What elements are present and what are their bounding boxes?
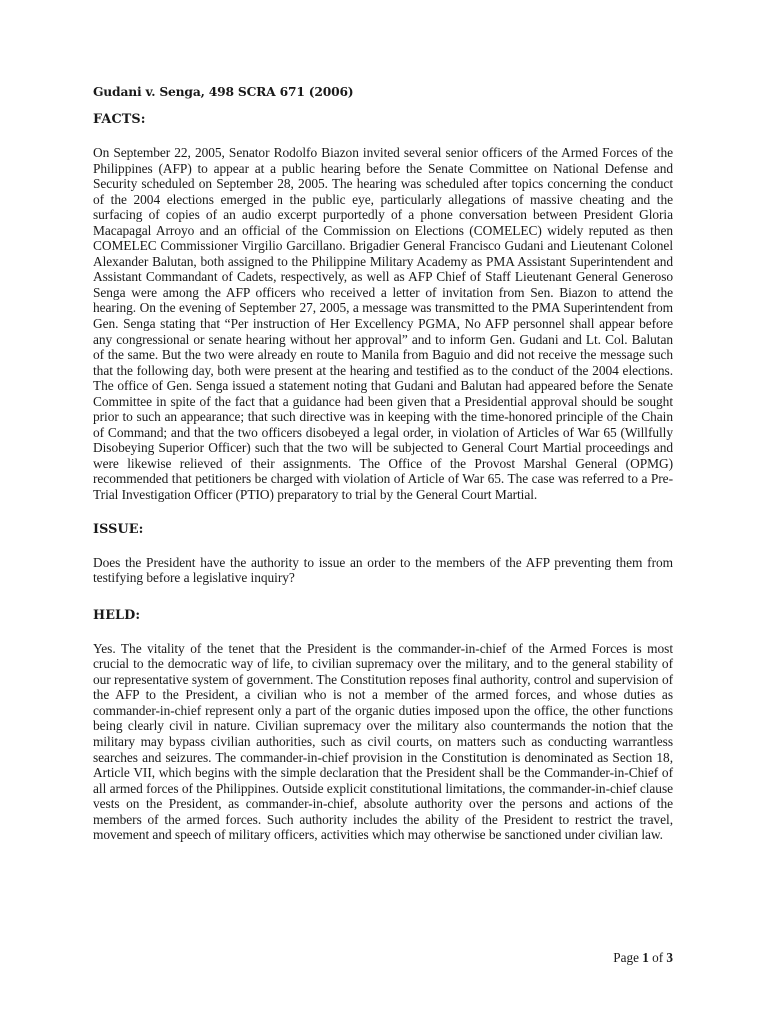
facts-heading: FACTS: [93, 112, 146, 127]
held-paragraph: Yes. The vitality of the tenet that the President is the commander-in-chief of the Armed Forces is most crucial to the democratic way of life, to civilian supremacy over the military, and to the general stability of our representative system of government. The Constitution reposes final authority, control and supervision of the AFP to the President, a civilian who is not a member of the armed forces, and whose duties as commander-in-chief represent only a part of the organic duties imposed upon the office, the other functions being clearly civil in nature. Civilian supremacy over the military also countermands the notion that the military may bypass civilian authorities, such as civil courts, on matters such as conducting warrantless searches and seizures. The commander-in-chief provision in the Constitution is denominated as Section 18, Article VII, which begins with the simple declaration that the President shall be the Commander-in-Chief of all armed forces of the Philippines. Outside explicit constitutional limitations, the commander-in-chief clause vests on the President, as commander-in-chief, absolute authority over the persons and actions of the members of the armed forces. Such authority includes the ability of the President to restrict the travel, movement and speech of military officers, activities which may otherwise be sanctioned under civilian law. [93, 640, 673, 843]
total-pages-number: 3 [666, 950, 673, 965]
current-page-number: 1 [642, 950, 649, 965]
issue-paragraph: Does the President have the authority to issue an order to the members of the AFP preventing them from testifying before a legislative inquiry? [93, 554, 673, 586]
of-word: of [652, 950, 664, 965]
case-title: Gudani v. Senga, 498 SCRA 671 (2006) [93, 84, 354, 99]
issue-heading: ISSUE: [93, 521, 144, 537]
held-heading: HELD: [93, 607, 141, 623]
facts-paragraph: On September 22, 2005, Senator Rodolfo Biazon invited several senior officers of the Armed Forces of the Philippines (AFP) to appear at a public hearing before the Senate Committee on National Defense and Security scheduled on September 28, 2005. The hearing was scheduled after topics concerning the conduct of the 2004 elections emerged in the public eye, particularly allegations of massive cheating and the surfacing of copies of an audio excerpt purportedly of a phone conversation between President Gloria Macapagal Arroyo and an official of the Commission on Elections (COMELEC) widely reputed as then COMELEC Commissioner Virgilio Garcillano. Brigadier General Francisco Gudani and Lieutenant Colonel Alexander Balutan, both assigned to the Philippine Military Academy as PMA Assistant Superintendent and Assistant Commandant of Cadets, respectively, as well as AFP Chief of Staff Lieutenant General Generoso Senga were among the AFP officers who received a letter of invitation from Sen. Biazon to attend the hearing. On the evening of September 27, 2005, a message was transmitted to the PMA Superintendent from Gen. Senga stating that “Per instruction of Her Excellency PGMA, No AFP personnel shall appear before any congressional or senate hearing without her approval” and to inform Gen. Gudani and Lt. Col. Balutan of the same. But the two were already en route to Manila from Baguio and did not receive the message such that the following day, both were present at the hearing and testified as to the conduct of the 2004 elections. The office of Gen. Senga issued a statement noting that Gudani and Balutan had appeared before the Senate Committee in spite of the fact that a guidance had been given that a Presidential approval should be sought prior to such an appearance; that such directive was in keeping with the time-honored principle of the Chain of Command; and that the two officers disobeyed a legal order, in violation of Articles of War 65 (Willfully Disobeying Superior Officer) such that the two will be subjected to General Court Martial proceedings and were likewise relieved of their assignments. The Office of the Provost Marshal General (OPMG) recommended that petitioners be charged with violation of Article of War 65. The case was referred to a Pre-Trial Investigation Officer (PTIO) preparatory to trial by the General Court Martial. [93, 145, 673, 503]
page-number-footer [613, 950, 673, 966]
page-word: Page [613, 950, 639, 965]
document-body [93, 84, 673, 860]
